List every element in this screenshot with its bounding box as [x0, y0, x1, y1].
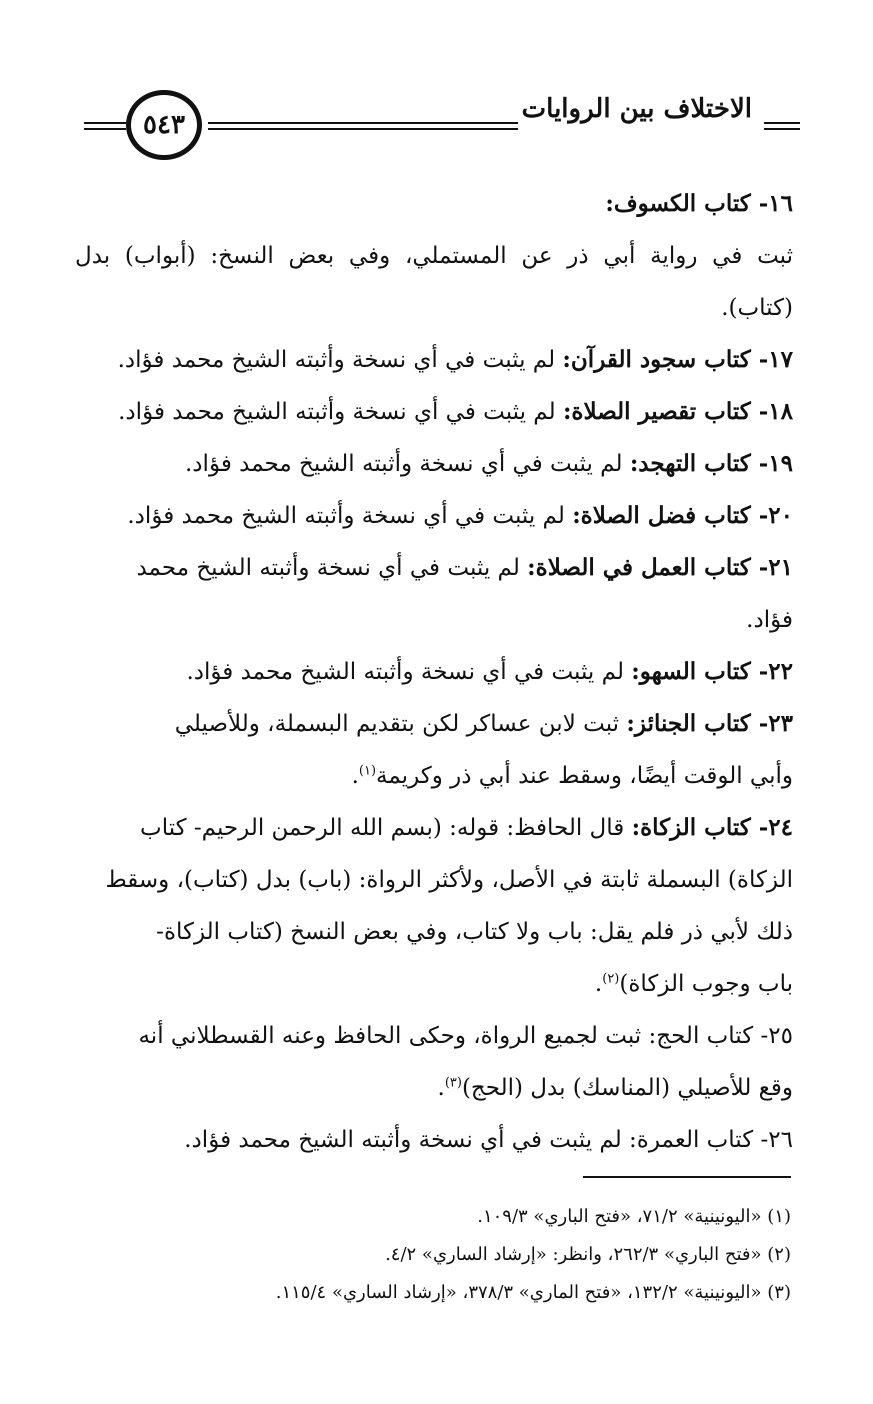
- entry-text-end: .: [437, 1075, 445, 1101]
- entry-heading: ١٩- كتاب التهجد:: [629, 450, 793, 477]
- text-line: [75, 178, 793, 230]
- entry-text: باب وجوب الزكاة): [619, 971, 793, 997]
- text-line: [75, 1062, 793, 1114]
- entry-heading: ٢٣- كتاب الجنائز:: [626, 710, 793, 737]
- footnote: (٣) «اليونينية» ١٣٢/٢، «فتح الماري» ٣٧٨/٣، «إرشاد الساري» ١١٥/٤.: [275, 1282, 791, 1303]
- text-line: [75, 490, 793, 542]
- text-line: [75, 1114, 793, 1166]
- text-line: [75, 594, 793, 646]
- text-line: [75, 698, 793, 750]
- page-number-badge: [126, 90, 202, 160]
- entry-heading: ٢٤- كتاب الزكاة:: [631, 814, 793, 841]
- text-line: [75, 906, 793, 958]
- entry-text: لم يثبت في أي نسخة وأثبته الشيخ محمد فؤاد.: [118, 399, 563, 425]
- entry-text: لم يثبت في أي نسخة وأثبته الشيخ محمد فؤاد.: [186, 659, 632, 685]
- header-rule-right: [764, 122, 800, 124]
- text-line: [75, 958, 793, 1010]
- footnote-marker: (٣): [444, 1075, 462, 1091]
- entry-text: لم يثبت في أي نسخة وأثبته الشيخ محمد: [136, 555, 528, 581]
- entry-text: ثبت في رواية أبي ذر عن المستملي، وفي بعض النسخ: (أبواب) بدل: [75, 243, 793, 269]
- entry-text: لم يثبت في أي نسخة وأثبته الشيخ محمد فؤاد.: [117, 347, 563, 373]
- entry-text: فؤاد.: [746, 607, 793, 633]
- entry-heading: ١٧- كتاب سجود القرآن:: [562, 346, 793, 373]
- text-line: [75, 750, 793, 802]
- text-line: [75, 334, 793, 386]
- entry-text: ٢٦- كتاب العمرة: لم يثبت في أي نسخة وأثبته الشيخ محمد فؤاد.: [184, 1127, 793, 1153]
- page-header: [78, 80, 800, 180]
- footnote-separator: [583, 1176, 791, 1178]
- entry-text: لم يثبت في أي نسخة وأثبته الشيخ محمد فؤاد.: [185, 451, 630, 477]
- body-text: [75, 178, 793, 1166]
- running-title: الاختلاف بين الروايات: [521, 94, 752, 124]
- page-number: ٥٤٣: [143, 110, 185, 140]
- header-rule-left: [84, 122, 126, 124]
- entry-text-end: .: [351, 763, 359, 789]
- text-line: [75, 386, 793, 438]
- text-line: [75, 282, 793, 334]
- header-rule-middle: [208, 122, 518, 124]
- entry-text: وقع للأصيلي (المناسك) بدل (الحج): [461, 1075, 793, 1101]
- entry-text: (كتاب).: [721, 295, 793, 321]
- entry-heading: ١٦- كتاب الكسوف:: [605, 190, 793, 217]
- footnotes: [81, 1198, 791, 1312]
- text-line: [75, 854, 793, 906]
- entry-heading: ١٨- كتاب تقصير الصلاة:: [562, 398, 793, 425]
- text-line: [75, 1010, 793, 1062]
- entry-heading: ٢٢- كتاب السهو:: [631, 658, 793, 685]
- text-line: [75, 802, 793, 854]
- header-rule-middle-lower: [208, 128, 518, 130]
- entry-text: قال الحافظ: قوله: (بسم الله الرحمن الرحيم- كتاب: [140, 815, 632, 841]
- text-line: [75, 438, 793, 490]
- footnote: (١) «اليونينية» ٧١/٢، «فتح الباري» ١٠٩/٣.: [477, 1206, 791, 1227]
- entry-text-end: .: [594, 971, 603, 997]
- text-line: [75, 646, 793, 698]
- footnote-marker: (١): [358, 763, 377, 779]
- entry-text: لم يثبت في أي نسخة وأثبته الشيخ محمد فؤاد.: [127, 503, 573, 529]
- entry-text: وأبي الوقت أيضًا، وسقط عند أبي ذر وكريمة: [376, 763, 793, 789]
- entry-text: ذلك لأبي ذر فلم يقل: باب ولا كتاب، وفي بعض النسخ (كتاب الزكاة-: [156, 919, 793, 945]
- footnote: (٢) «فتح الباري» ٢٦٢/٣، وانظر: «إرشاد الساري» ٤/٢.: [385, 1244, 791, 1265]
- footnote-marker: (٢): [602, 971, 620, 987]
- entry-heading: ٢٠- كتاب فضل الصلاة:: [572, 502, 793, 529]
- entry-text: الزكاة) البسملة ثابتة في الأصل، ولأكثر الرواة: (باب) بدل (كتاب)، وسقط: [105, 867, 793, 893]
- text-line: [75, 230, 793, 282]
- header-rule-right-lower: [764, 128, 800, 130]
- header-rule-left-lower: [84, 128, 126, 130]
- entry-heading: ٢١- كتاب العمل في الصلاة:: [527, 554, 793, 581]
- entry-text: ٢٥- كتاب الحج: ثبت لجميع الرواة، وحكى الحافظ وعنه القسطلاني أنه: [138, 1023, 793, 1049]
- text-line: [75, 542, 793, 594]
- entry-text: ثبت لابن عساكر لكن بتقديم البسملة، وللأصيلي: [174, 711, 627, 737]
